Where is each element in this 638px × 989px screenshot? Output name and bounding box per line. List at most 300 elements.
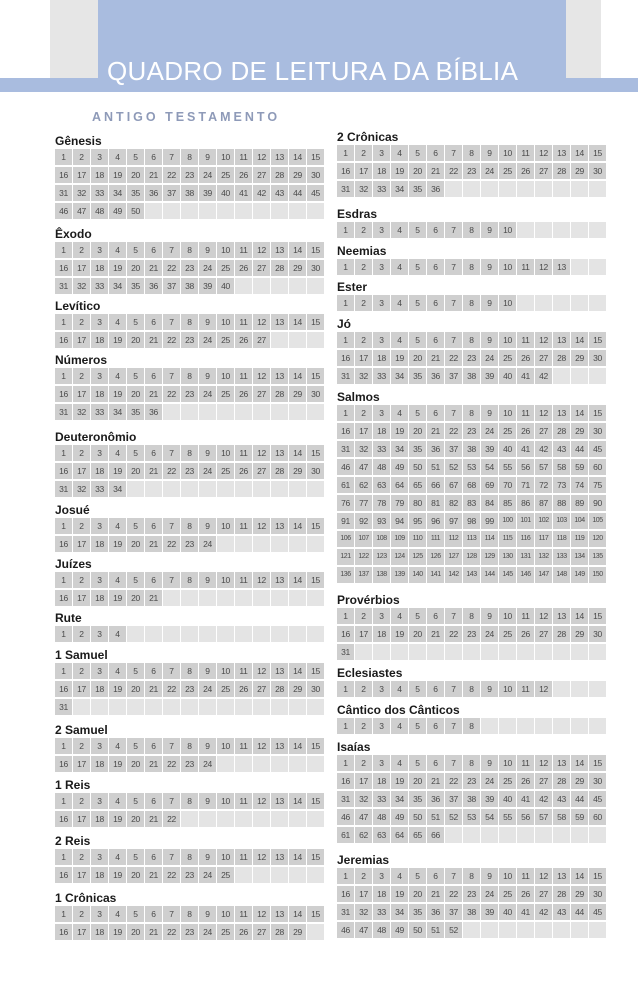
chapter-checkbox[interactable]: 98 [463, 513, 480, 529]
chapter-checkbox[interactable]: 31 [337, 791, 354, 807]
chapter-checkbox[interactable]: 102 [535, 513, 552, 529]
chapter-checkbox[interactable]: 12 [253, 149, 270, 165]
chapter-checkbox[interactable]: 62 [355, 827, 372, 843]
chapter-checkbox[interactable]: 12 [535, 755, 552, 771]
chapter-checkbox[interactable]: 3 [373, 681, 390, 697]
chapter-checkbox[interactable]: 23 [463, 886, 480, 902]
chapter-checkbox[interactable]: 5 [409, 755, 426, 771]
chapter-checkbox[interactable]: 65 [409, 477, 426, 493]
chapter-checkbox[interactable]: 8 [181, 242, 198, 258]
chapter-checkbox[interactable]: 13 [271, 314, 288, 330]
chapter-checkbox[interactable]: 2 [73, 242, 90, 258]
chapter-checkbox[interactable]: 4 [391, 681, 408, 697]
chapter-checkbox[interactable]: 5 [127, 242, 144, 258]
chapter-checkbox[interactable]: 2 [355, 608, 372, 624]
chapter-checkbox[interactable]: 12 [253, 518, 270, 534]
chapter-checkbox[interactable]: 13 [271, 849, 288, 865]
chapter-checkbox[interactable]: 4 [109, 149, 126, 165]
chapter-checkbox[interactable]: 37 [445, 791, 462, 807]
chapter-checkbox[interactable]: 19 [109, 463, 126, 479]
chapter-checkbox[interactable]: 13 [553, 868, 570, 884]
chapter-checkbox[interactable]: 88 [553, 495, 570, 511]
chapter-checkbox[interactable]: 8 [463, 681, 480, 697]
chapter-checkbox[interactable]: 13 [271, 572, 288, 588]
chapter-checkbox[interactable]: 22 [445, 423, 462, 439]
chapter-checkbox[interactable]: 50 [409, 922, 426, 938]
chapter-checkbox[interactable]: 18 [91, 332, 108, 348]
chapter-checkbox[interactable]: 30 [307, 260, 324, 276]
chapter-checkbox[interactable]: 10 [499, 608, 516, 624]
chapter-checkbox[interactable]: 148 [553, 567, 570, 583]
chapter-checkbox[interactable]: 22 [163, 924, 180, 940]
chapter-checkbox[interactable]: 101 [517, 513, 534, 529]
chapter-checkbox[interactable]: 35 [409, 904, 426, 920]
chapter-checkbox[interactable]: 13 [271, 793, 288, 809]
chapter-checkbox[interactable]: 14 [571, 868, 588, 884]
chapter-checkbox[interactable]: 1 [55, 368, 72, 384]
chapter-checkbox[interactable]: 33 [91, 278, 108, 294]
chapter-checkbox[interactable]: 7 [163, 906, 180, 922]
chapter-checkbox[interactable]: 26 [517, 626, 534, 642]
chapter-checkbox[interactable]: 56 [517, 459, 534, 475]
chapter-checkbox[interactable]: 29 [571, 423, 588, 439]
chapter-checkbox[interactable]: 13 [271, 518, 288, 534]
chapter-checkbox[interactable]: 8 [181, 849, 198, 865]
chapter-checkbox[interactable]: 87 [535, 495, 552, 511]
chapter-checkbox[interactable]: 35 [409, 441, 426, 457]
chapter-checkbox[interactable]: 1 [55, 906, 72, 922]
chapter-checkbox[interactable]: 21 [145, 811, 162, 827]
chapter-checkbox[interactable]: 9 [481, 145, 498, 161]
chapter-checkbox[interactable]: 5 [127, 149, 144, 165]
chapter-checkbox[interactable]: 12 [535, 681, 552, 697]
chapter-checkbox[interactable]: 6 [145, 149, 162, 165]
chapter-checkbox[interactable]: 7 [445, 755, 462, 771]
chapter-checkbox[interactable]: 52 [445, 922, 462, 938]
chapter-checkbox[interactable]: 3 [91, 738, 108, 754]
chapter-checkbox[interactable]: 90 [589, 495, 606, 511]
chapter-checkbox[interactable]: 40 [217, 278, 234, 294]
chapter-checkbox[interactable]: 28 [553, 626, 570, 642]
chapter-checkbox[interactable]: 9 [199, 149, 216, 165]
chapter-checkbox[interactable]: 13 [271, 368, 288, 384]
chapter-checkbox[interactable]: 4 [391, 405, 408, 421]
chapter-checkbox[interactable]: 31 [55, 278, 72, 294]
chapter-checkbox[interactable]: 33 [91, 481, 108, 497]
chapter-checkbox[interactable]: 9 [481, 608, 498, 624]
chapter-checkbox[interactable]: 15 [307, 663, 324, 679]
chapter-checkbox[interactable]: 70 [499, 477, 516, 493]
chapter-checkbox[interactable]: 20 [127, 260, 144, 276]
chapter-checkbox[interactable]: 30 [307, 386, 324, 402]
chapter-checkbox[interactable]: 26 [517, 350, 534, 366]
chapter-checkbox[interactable]: 131 [517, 549, 534, 565]
chapter-checkbox[interactable]: 147 [535, 567, 552, 583]
chapter-checkbox[interactable]: 11 [235, 445, 252, 461]
chapter-checkbox[interactable]: 39 [199, 185, 216, 201]
chapter-checkbox[interactable]: 4 [109, 572, 126, 588]
chapter-checkbox[interactable]: 4 [109, 738, 126, 754]
chapter-checkbox[interactable]: 10 [217, 368, 234, 384]
chapter-checkbox[interactable]: 1 [337, 332, 354, 348]
chapter-checkbox[interactable]: 5 [409, 295, 426, 311]
chapter-checkbox[interactable]: 5 [127, 445, 144, 461]
chapter-checkbox[interactable]: 5 [409, 145, 426, 161]
chapter-checkbox[interactable]: 3 [373, 222, 390, 238]
chapter-checkbox[interactable]: 11 [517, 608, 534, 624]
chapter-checkbox[interactable]: 7 [445, 145, 462, 161]
chapter-checkbox[interactable]: 20 [409, 350, 426, 366]
chapter-checkbox[interactable]: 10 [499, 295, 516, 311]
chapter-checkbox[interactable]: 122 [355, 549, 372, 565]
chapter-checkbox[interactable]: 5 [127, 738, 144, 754]
chapter-checkbox[interactable]: 22 [445, 886, 462, 902]
chapter-checkbox[interactable]: 15 [307, 242, 324, 258]
chapter-checkbox[interactable]: 38 [463, 791, 480, 807]
chapter-checkbox[interactable]: 7 [163, 572, 180, 588]
chapter-checkbox[interactable]: 16 [337, 163, 354, 179]
chapter-checkbox[interactable]: 2 [355, 681, 372, 697]
chapter-checkbox[interactable]: 108 [373, 531, 390, 547]
chapter-checkbox[interactable]: 50 [127, 203, 144, 219]
chapter-checkbox[interactable]: 18 [373, 886, 390, 902]
chapter-checkbox[interactable]: 12 [535, 868, 552, 884]
chapter-checkbox[interactable]: 11 [517, 755, 534, 771]
chapter-checkbox[interactable]: 18 [91, 756, 108, 772]
chapter-checkbox[interactable]: 143 [463, 567, 480, 583]
chapter-checkbox[interactable]: 6 [145, 518, 162, 534]
chapter-checkbox[interactable]: 14 [289, 368, 306, 384]
chapter-checkbox[interactable]: 12 [535, 405, 552, 421]
chapter-checkbox[interactable]: 92 [355, 513, 372, 529]
chapter-checkbox[interactable]: 2 [355, 868, 372, 884]
chapter-checkbox[interactable]: 16 [337, 350, 354, 366]
chapter-checkbox[interactable]: 7 [445, 868, 462, 884]
chapter-checkbox[interactable]: 19 [109, 867, 126, 883]
chapter-checkbox[interactable]: 12 [253, 793, 270, 809]
chapter-checkbox[interactable]: 11 [235, 906, 252, 922]
chapter-checkbox[interactable]: 33 [373, 368, 390, 384]
chapter-checkbox[interactable]: 31 [337, 904, 354, 920]
chapter-checkbox[interactable]: 12 [535, 332, 552, 348]
chapter-checkbox[interactable]: 1 [337, 868, 354, 884]
chapter-checkbox[interactable]: 25 [499, 886, 516, 902]
chapter-checkbox[interactable]: 16 [337, 773, 354, 789]
chapter-checkbox[interactable]: 34 [109, 481, 126, 497]
chapter-checkbox[interactable]: 17 [73, 590, 90, 606]
chapter-checkbox[interactable]: 24 [481, 350, 498, 366]
chapter-checkbox[interactable]: 13 [271, 242, 288, 258]
chapter-checkbox[interactable]: 2 [73, 518, 90, 534]
chapter-checkbox[interactable]: 23 [181, 924, 198, 940]
chapter-checkbox[interactable]: 35 [127, 404, 144, 420]
chapter-checkbox[interactable]: 32 [73, 481, 90, 497]
chapter-checkbox[interactable]: 119 [571, 531, 588, 547]
chapter-checkbox[interactable]: 51 [427, 922, 444, 938]
chapter-checkbox[interactable]: 4 [109, 849, 126, 865]
chapter-checkbox[interactable]: 6 [427, 868, 444, 884]
chapter-checkbox[interactable]: 77 [355, 495, 372, 511]
chapter-checkbox[interactable]: 6 [145, 738, 162, 754]
chapter-checkbox[interactable]: 17 [73, 260, 90, 276]
chapter-checkbox[interactable]: 18 [373, 423, 390, 439]
chapter-checkbox[interactable]: 6 [145, 314, 162, 330]
chapter-checkbox[interactable]: 6 [427, 681, 444, 697]
chapter-checkbox[interactable]: 1 [55, 149, 72, 165]
chapter-checkbox[interactable]: 20 [127, 867, 144, 883]
chapter-checkbox[interactable]: 1 [337, 259, 354, 275]
chapter-checkbox[interactable]: 27 [535, 886, 552, 902]
chapter-checkbox[interactable]: 2 [355, 259, 372, 275]
chapter-checkbox[interactable]: 18 [373, 163, 390, 179]
chapter-checkbox[interactable]: 12 [253, 314, 270, 330]
chapter-checkbox[interactable]: 45 [589, 441, 606, 457]
chapter-checkbox[interactable]: 35 [127, 185, 144, 201]
chapter-checkbox[interactable]: 24 [199, 681, 216, 697]
chapter-checkbox[interactable]: 113 [463, 531, 480, 547]
chapter-checkbox[interactable]: 23 [463, 626, 480, 642]
chapter-checkbox[interactable]: 132 [535, 549, 552, 565]
chapter-checkbox[interactable]: 4 [391, 755, 408, 771]
chapter-checkbox[interactable]: 21 [145, 924, 162, 940]
chapter-checkbox[interactable]: 15 [307, 368, 324, 384]
chapter-checkbox[interactable]: 24 [199, 386, 216, 402]
chapter-checkbox[interactable]: 36 [145, 278, 162, 294]
chapter-checkbox[interactable]: 25 [217, 332, 234, 348]
chapter-checkbox[interactable]: 56 [517, 809, 534, 825]
chapter-checkbox[interactable]: 30 [307, 167, 324, 183]
chapter-checkbox[interactable]: 19 [109, 756, 126, 772]
chapter-checkbox[interactable]: 47 [73, 203, 90, 219]
chapter-checkbox[interactable]: 28 [271, 924, 288, 940]
chapter-checkbox[interactable]: 42 [535, 791, 552, 807]
chapter-checkbox[interactable]: 145 [499, 567, 516, 583]
chapter-checkbox[interactable]: 17 [355, 773, 372, 789]
chapter-checkbox[interactable]: 17 [73, 681, 90, 697]
chapter-checkbox[interactable]: 10 [217, 663, 234, 679]
chapter-checkbox[interactable]: 6 [145, 368, 162, 384]
chapter-checkbox[interactable]: 11 [235, 572, 252, 588]
chapter-checkbox[interactable]: 30 [589, 886, 606, 902]
chapter-checkbox[interactable]: 1 [55, 518, 72, 534]
chapter-checkbox[interactable]: 29 [571, 886, 588, 902]
chapter-checkbox[interactable]: 2 [73, 793, 90, 809]
chapter-checkbox[interactable]: 4 [391, 145, 408, 161]
chapter-checkbox[interactable]: 40 [499, 791, 516, 807]
chapter-checkbox[interactable]: 33 [373, 791, 390, 807]
chapter-checkbox[interactable]: 74 [571, 477, 588, 493]
chapter-checkbox[interactable]: 2 [355, 295, 372, 311]
chapter-checkbox[interactable]: 24 [199, 924, 216, 940]
chapter-checkbox[interactable]: 15 [589, 608, 606, 624]
chapter-checkbox[interactable]: 6 [145, 849, 162, 865]
chapter-checkbox[interactable]: 17 [73, 924, 90, 940]
chapter-checkbox[interactable]: 6 [427, 145, 444, 161]
chapter-checkbox[interactable]: 5 [409, 718, 426, 734]
chapter-checkbox[interactable]: 20 [127, 463, 144, 479]
chapter-checkbox[interactable]: 16 [55, 260, 72, 276]
chapter-checkbox[interactable]: 130 [499, 549, 516, 565]
chapter-checkbox[interactable]: 45 [589, 904, 606, 920]
chapter-checkbox[interactable]: 9 [199, 663, 216, 679]
chapter-checkbox[interactable]: 57 [535, 459, 552, 475]
chapter-checkbox[interactable]: 123 [373, 549, 390, 565]
chapter-checkbox[interactable]: 7 [163, 518, 180, 534]
chapter-checkbox[interactable]: 81 [427, 495, 444, 511]
chapter-checkbox[interactable]: 22 [445, 163, 462, 179]
chapter-checkbox[interactable]: 111 [427, 531, 444, 547]
chapter-checkbox[interactable]: 26 [235, 924, 252, 940]
chapter-checkbox[interactable]: 22 [163, 386, 180, 402]
chapter-checkbox[interactable]: 9 [199, 793, 216, 809]
chapter-checkbox[interactable]: 64 [391, 827, 408, 843]
chapter-checkbox[interactable]: 142 [445, 567, 462, 583]
chapter-checkbox[interactable]: 7 [445, 259, 462, 275]
chapter-checkbox[interactable]: 10 [217, 572, 234, 588]
chapter-checkbox[interactable]: 1 [337, 145, 354, 161]
chapter-checkbox[interactable]: 16 [55, 811, 72, 827]
chapter-checkbox[interactable]: 7 [163, 849, 180, 865]
chapter-checkbox[interactable]: 18 [91, 386, 108, 402]
chapter-checkbox[interactable]: 24 [481, 773, 498, 789]
chapter-checkbox[interactable]: 5 [127, 663, 144, 679]
chapter-checkbox[interactable]: 25 [499, 773, 516, 789]
chapter-checkbox[interactable]: 53 [463, 459, 480, 475]
chapter-checkbox[interactable]: 29 [289, 167, 306, 183]
chapter-checkbox[interactable]: 43 [553, 791, 570, 807]
chapter-checkbox[interactable]: 12 [535, 145, 552, 161]
chapter-checkbox[interactable]: 36 [427, 791, 444, 807]
chapter-checkbox[interactable]: 136 [337, 567, 354, 583]
chapter-checkbox[interactable]: 25 [217, 260, 234, 276]
chapter-checkbox[interactable]: 17 [73, 867, 90, 883]
chapter-checkbox[interactable]: 20 [127, 811, 144, 827]
chapter-checkbox[interactable]: 23 [463, 773, 480, 789]
chapter-checkbox[interactable]: 41 [235, 185, 252, 201]
chapter-checkbox[interactable]: 8 [463, 868, 480, 884]
chapter-checkbox[interactable]: 29 [289, 681, 306, 697]
chapter-checkbox[interactable]: 2 [73, 149, 90, 165]
chapter-checkbox[interactable]: 17 [355, 350, 372, 366]
chapter-checkbox[interactable]: 27 [253, 463, 270, 479]
chapter-checkbox[interactable]: 26 [235, 332, 252, 348]
chapter-checkbox[interactable]: 25 [499, 350, 516, 366]
chapter-checkbox[interactable]: 149 [571, 567, 588, 583]
chapter-checkbox[interactable]: 2 [73, 445, 90, 461]
chapter-checkbox[interactable]: 19 [109, 681, 126, 697]
chapter-checkbox[interactable]: 44 [571, 904, 588, 920]
chapter-checkbox[interactable]: 3 [91, 626, 108, 642]
chapter-checkbox[interactable]: 17 [355, 423, 372, 439]
chapter-checkbox[interactable]: 40 [499, 904, 516, 920]
chapter-checkbox[interactable]: 8 [181, 445, 198, 461]
chapter-checkbox[interactable]: 34 [391, 791, 408, 807]
chapter-checkbox[interactable]: 11 [235, 738, 252, 754]
chapter-checkbox[interactable]: 16 [55, 332, 72, 348]
chapter-checkbox[interactable]: 8 [463, 332, 480, 348]
chapter-checkbox[interactable]: 16 [55, 463, 72, 479]
chapter-checkbox[interactable]: 36 [427, 904, 444, 920]
chapter-checkbox[interactable]: 39 [481, 904, 498, 920]
chapter-checkbox[interactable]: 3 [373, 718, 390, 734]
chapter-checkbox[interactable]: 11 [235, 849, 252, 865]
chapter-checkbox[interactable]: 7 [445, 405, 462, 421]
chapter-checkbox[interactable]: 7 [163, 738, 180, 754]
chapter-checkbox[interactable]: 18 [91, 681, 108, 697]
chapter-checkbox[interactable]: 117 [535, 531, 552, 547]
chapter-checkbox[interactable]: 18 [373, 350, 390, 366]
chapter-checkbox[interactable]: 14 [571, 405, 588, 421]
chapter-checkbox[interactable]: 4 [391, 332, 408, 348]
chapter-checkbox[interactable]: 18 [91, 867, 108, 883]
chapter-checkbox[interactable]: 7 [163, 663, 180, 679]
chapter-checkbox[interactable]: 37 [163, 278, 180, 294]
chapter-checkbox[interactable]: 1 [337, 681, 354, 697]
chapter-checkbox[interactable]: 21 [145, 590, 162, 606]
chapter-checkbox[interactable]: 24 [199, 463, 216, 479]
chapter-checkbox[interactable]: 138 [373, 567, 390, 583]
chapter-checkbox[interactable]: 8 [181, 793, 198, 809]
chapter-checkbox[interactable]: 1 [55, 242, 72, 258]
chapter-checkbox[interactable]: 2 [73, 314, 90, 330]
chapter-checkbox[interactable]: 8 [463, 405, 480, 421]
chapter-checkbox[interactable]: 39 [199, 278, 216, 294]
chapter-checkbox[interactable]: 7 [163, 314, 180, 330]
chapter-checkbox[interactable]: 54 [481, 459, 498, 475]
chapter-checkbox[interactable]: 28 [271, 463, 288, 479]
chapter-checkbox[interactable]: 22 [445, 773, 462, 789]
chapter-checkbox[interactable]: 4 [391, 259, 408, 275]
chapter-checkbox[interactable]: 26 [517, 773, 534, 789]
chapter-checkbox[interactable]: 2 [355, 332, 372, 348]
chapter-checkbox[interactable]: 23 [181, 536, 198, 552]
chapter-checkbox[interactable]: 44 [571, 791, 588, 807]
chapter-checkbox[interactable]: 110 [409, 531, 426, 547]
chapter-checkbox[interactable]: 55 [499, 459, 516, 475]
chapter-checkbox[interactable]: 6 [145, 663, 162, 679]
chapter-checkbox[interactable]: 3 [373, 145, 390, 161]
chapter-checkbox[interactable]: 17 [73, 386, 90, 402]
chapter-checkbox[interactable]: 37 [445, 441, 462, 457]
chapter-checkbox[interactable]: 32 [355, 904, 372, 920]
chapter-checkbox[interactable]: 40 [499, 368, 516, 384]
chapter-checkbox[interactable]: 11 [517, 259, 534, 275]
chapter-checkbox[interactable]: 22 [163, 811, 180, 827]
chapter-checkbox[interactable]: 73 [553, 477, 570, 493]
chapter-checkbox[interactable]: 36 [427, 368, 444, 384]
chapter-checkbox[interactable]: 3 [91, 906, 108, 922]
chapter-checkbox[interactable]: 24 [199, 332, 216, 348]
chapter-checkbox[interactable]: 26 [235, 260, 252, 276]
chapter-checkbox[interactable]: 150 [589, 567, 606, 583]
chapter-checkbox[interactable]: 54 [481, 809, 498, 825]
chapter-checkbox[interactable]: 18 [91, 811, 108, 827]
chapter-checkbox[interactable]: 2 [73, 663, 90, 679]
chapter-checkbox[interactable]: 3 [91, 518, 108, 534]
chapter-checkbox[interactable]: 19 [109, 332, 126, 348]
chapter-checkbox[interactable]: 19 [391, 163, 408, 179]
chapter-checkbox[interactable]: 16 [55, 590, 72, 606]
chapter-checkbox[interactable]: 11 [517, 681, 534, 697]
chapter-checkbox[interactable]: 15 [307, 849, 324, 865]
chapter-checkbox[interactable]: 6 [427, 332, 444, 348]
chapter-checkbox[interactable]: 20 [127, 681, 144, 697]
chapter-checkbox[interactable]: 4 [109, 445, 126, 461]
chapter-checkbox[interactable]: 9 [481, 405, 498, 421]
chapter-checkbox[interactable]: 41 [517, 904, 534, 920]
chapter-checkbox[interactable]: 20 [409, 423, 426, 439]
chapter-checkbox[interactable]: 50 [409, 459, 426, 475]
